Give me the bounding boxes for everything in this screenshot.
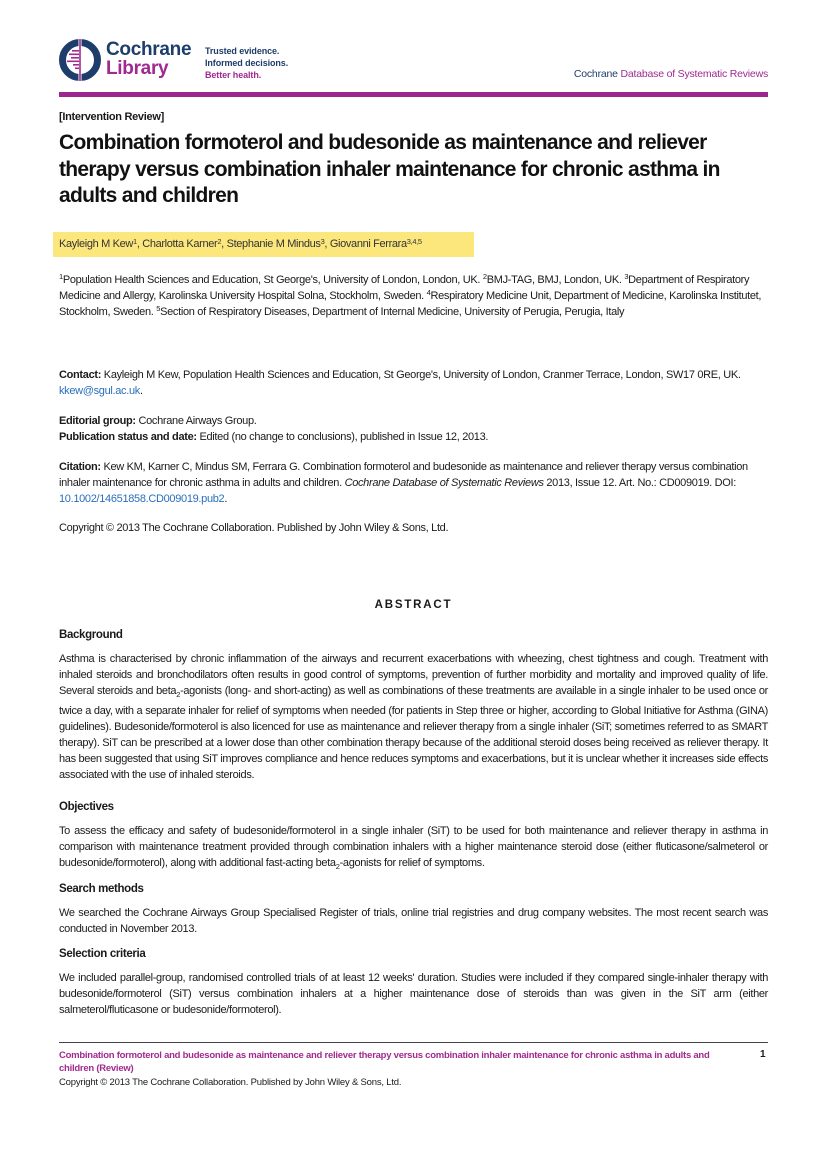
citation-issue: 2013, Issue 12. Art. No.: CD009019. DOI: [543,477,736,489]
tagline [205,45,288,81]
doi-link[interactable]: 10.1002/14651858.CD009019.pub2 [59,493,225,505]
brand-cochrane: Cochrane [106,39,192,60]
editorial-group [59,413,768,429]
objectives-text-part: To assess the efficacy and safety of budesonide/formoterol in a single inhaler (SiT) to be used for both maintenance and reliever therapy in asthma in comparison with maintenance treatment provided through combination inhalers with a higher maintenance steroid dose (either fluticasone/salmeterol or budesonide/formoterol), along with additional fast-acting beta [59,825,768,869]
citation-end: . [224,493,228,505]
author-affiliation-marker: 2 [217,237,222,246]
copyright-notice: Copyright © 2013 The Cochrane Collaboration. Published by John Wiley & Sons, Ltd. [59,522,449,534]
database-title [574,68,768,80]
search-methods-heading: Search methods [59,883,144,895]
objectives-text [59,823,768,875]
publication-status-label: Publication status and date: [59,431,197,443]
page-number: 1 [760,1049,766,1060]
subscript: 2 [176,690,181,700]
author-name[interactable]: Kayleigh M Kew [59,238,133,250]
publication-status-value: Edited (no change to conclusions), published in Issue 12, 2013. [196,431,489,443]
background-text [59,651,768,783]
tagline-line-1: Trusted evidence. [205,46,280,56]
cochrane-library-wordmark[interactable] [106,40,191,78]
author-name[interactable]: Charlotta Karner [142,238,218,250]
footer-divider [59,1042,768,1043]
footer-title: Combination formoterol and budesonide as maintenance and reliever therapy versus combination inhaler maintenance for chronic asthma in adults and children (Review) [59,1050,710,1074]
contact-label: Contact: [59,369,102,381]
editorial-info [59,413,768,445]
background-text-part: Asthma is characterised by chronic inflammation of the airways and recurrent exacerbations with wheezing, chest tightness and cough. Treatment with inhaled steroids and bronchodilators often results in good control of symptoms, prevention of further morbidity and mortality and improved quality of life. Several steroids and beta [59,653,768,697]
author-affiliation-marker: 3 [320,237,325,246]
contact-info: Contact: Kayleigh M Kew, Population Health Sciences and Education, St George's, University of London, Cranmer Terrace, London, SW17 0RE, UK. kkew@sgul.ac.uk. [59,369,741,397]
affiliation-marker: 3 [624,272,629,281]
tagline-line-3: Better health. [205,70,262,80]
objectives-heading: Objectives [59,801,114,813]
citation-journal: Cochrane Database of Systematic Reviews [344,477,544,489]
article-title: Combination formoterol and budesonide as maintenance and reliever therapy versus combination inhaler maintenance for chronic asthma in adults and children [59,131,720,207]
search-methods-text: We searched the Cochrane Airways Group Specialised Register of trials, online trial registries and drug company websites. The most recent search was conducted in November 2013. [59,907,768,935]
objectives-text-part: -agonists for relief of symptoms. [339,857,485,869]
editorial-group-value: Cochrane Airways Group. [135,415,257,427]
affiliation-marker: 1 [59,272,63,281]
author-affiliation-marker: 3,4,5 [406,237,422,246]
author-name[interactable]: Giovanni Ferrara [329,238,407,250]
affiliation-text: Department of Respiratory Medicine and Allergy, Karolinska University Hospital Solna, Stockholm, Sweden. [59,274,750,302]
tagline-line-2: Informed decisions. [205,58,289,68]
background-heading: Background [59,629,123,641]
selection-criteria-heading: Selection criteria [59,948,146,960]
subscript: 2 [335,862,340,872]
citation [59,459,768,507]
affiliation-text: Respiratory Medicine Unit, Department of Medicine, Karolinska Institutet, Stockholm, Sweden. [59,290,762,318]
author-affiliation-marker: 1 [132,237,137,246]
affiliations [59,272,768,320]
affiliation-marker: 5 [156,304,161,313]
database-title-cochrane: Cochrane [573,68,618,80]
contact-text: Kayleigh M Kew, Population Health Sciences and Education, St George's, University of London, Cranmer Terrace, London, SW17 0RE, UK. [101,369,741,381]
editorial-group-label: Editorial group: [59,415,136,427]
contact-email-link[interactable]: kkew@sgul.ac.uk [59,385,140,397]
header-divider [59,92,768,97]
database-title-rest: Database of Systematic Reviews [620,68,768,80]
affiliation-text: Population Health Sciences and Education, St George's, University of London, London, UK. [62,274,483,286]
author-name[interactable]: Stephanie M Mindus [226,238,321,250]
publication-status [59,429,768,445]
brand-library: Library [106,58,169,79]
background-text-part: -agonists (long- and short-acting) as well as combinations of these treatments are available in a single inhaler to be used once or twice a day, with a separate inhaler for relief of symptoms when needed (for patients in Step three or higher, according to Global Initiative for Asthma (GINA) guidelines). Budesonide/formoterol is also licenced for use as maintenance and reliever therapy from a single inhaler (SiT; sometimes referred to as SMART therapy). SiT can be prescribed at a lower dose than other combination therapy because of the additional steroid doses being received as reliever therapy. It has been suggested that using SiT improves compliance and hence reduces symptoms and exacerbations, but it is unclear whether it increases side effects associated with the use of inhaled steroids. [59,685,768,782]
affiliation-text: Section of Respiratory Diseases, Department of Internal Medicine, University of Perugia, Perugia, Italy [160,306,625,318]
footer-copyright: Copyright © 2013 The Cochrane Collaboration. Published by John Wiley & Sons, Ltd. [59,1077,402,1088]
affiliation-marker: 4 [426,288,431,297]
citation-label: Citation: [59,461,101,473]
affiliation-marker: 2 [482,272,487,281]
selection-criteria-text: We included parallel-group, randomised controlled trials of at least 12 weeks' duration. Studies were included if they compared single-inhaler therapy with budesonide/formoterol (SiT) versus combination inhalers at a higher maintenance dose of steroids than was given in the SiT arm (either salmeterol/fluticasone or budesonide/formoterol). [59,972,768,1016]
abstract-heading: ABSTRACT [374,599,453,611]
review-type: [Intervention Review] [59,111,164,123]
cochrane-logo-icon [58,38,102,82]
affiliation-text: BMJ-TAG, BMJ, London, UK. [486,274,625,286]
citation-text: Kew KM, Karner C, Mindus SM, Ferrara G. Combination formoterol and budesonide as maintenance and reliever therapy versus combination inhaler maintenance for chronic asthma in adults and children. [59,461,748,489]
author-list: Kayleigh M Kew$^1$, Charlotta Karner$^2$, Stephanie M Mindus$^3$, Giovanni Ferrara$^{3,4,5}$ [53,232,474,257]
